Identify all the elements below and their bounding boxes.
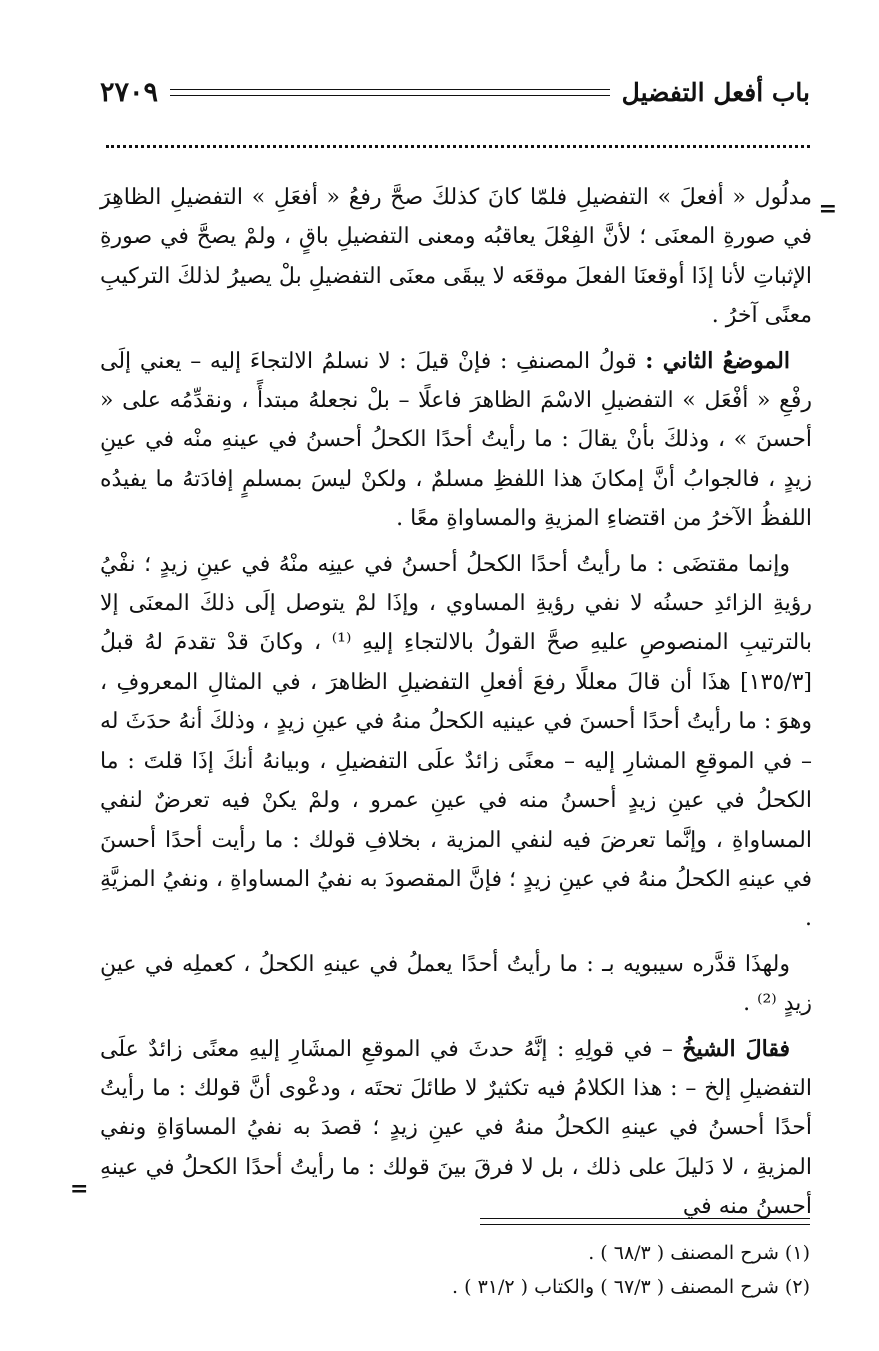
dotted-separator [106, 145, 810, 148]
paragraph-2-text: قولُ المصنفِ : فإنْ قيلَ : لا نسلمُ الالتجاءَ إليه – يعني إلَى رفْعِ « أفْعَل » التفضيلِ الاسْمَ الظاهرَ فاعلًا – بلْ نجعلهُ مبتدأً ، ونقدِّمُه على « أحسنَ » ، وذلكَ بأنْ يقالَ : ما رأيتُ أحدًا الكحلُ أحسنُ في عينهِ منْه في عينِ زيدٍ ، فالجوابُ أنَّ إمكانَ هذا اللفظِ مسلمٌ ، ولكنْ ليسَ بمسلمٍ إفادَتهُ ما يفيدُه اللفظُ الآخرُ من اقتضاءِ المزيةِ والمساواةِ معًا . [100, 348, 812, 532]
main-text [100, 178, 812, 1233]
footnote-1: (١) شرح المصنف ( ٦٨/٣ ) . [588, 1242, 810, 1264]
page-number: ٢٧٠٩ [100, 76, 159, 108]
paragraph-1: مدلُول « أفعلَ » التفضيلِ فلمّا كانَ كذلكَ صحَّ رفعُ « أفعَلِ » التفضيلِ الظاهِرَ في صورةِ المعنَى ؛ لأنَّ الفِعْلَ يعاقبُه ومعنى التفضيلِ باقٍ ، ولمْ يصحَّ في صورةِ الإثباتِ لأنا إذَا أوقعنَا الفعلَ موقعَه لا يبقَى معنَى التفضيلِ بلْ يصيرُ لذلكَ التركيبِ معنًى آخرُ . [100, 185, 812, 329]
chapter-title: باب أفعل التفضيل [621, 77, 810, 107]
paragraph-2 [100, 342, 812, 539]
footnote-2: (٢) شرح المصنف ( ٦٧/٣ ) والكتاب ( ٣١/٢ ) . [452, 1276, 810, 1298]
paragraph-4: ولهذَا قدَّره سيبويه بـ : ما رأيتُ أحدًا يعملُ في عينهِ الكحلُ ، كعملِه في عينِ زيدٍ ⁽²⁾ . [100, 951, 812, 1017]
paragraph-5-lead: فقالَ الشيخُ [682, 1035, 791, 1062]
continues-mark: = [70, 1176, 89, 1202]
footnotes [300, 1236, 810, 1304]
paragraph-2-lead: الموضعُ الثاني : [645, 347, 790, 374]
paragraph-5 [100, 1030, 812, 1227]
running-head [100, 70, 810, 114]
footnote-double-rule [480, 1218, 810, 1225]
continued-from-mark: = [818, 196, 837, 222]
paragraph-5-text: – في قولِهِ : إنَّهُ حدثَ في الموقعِ المشَارِ إليهِ معنًى زائدٌ علَى التفضيلِ إلخ – : هذا الكلامُ فيه تكثيرٌ لا طائلَ تحتَه ، ودعْوى أنَّ قولك : ما رأيتُ أحدًا أحسنُ في عينهِ الكحلُ منهُ في عينِ زيدٍ ؛ قصدَ به نفيُ المساوَاةِ ونفي المزيةِ ، لا دَليلَ على ذلك ، بل لا فرقَ بينَ قولك : ما رأيتُ أحدًا الكحلُ في عينهِ أحسنُ منه في [100, 1036, 812, 1220]
header-double-rule [170, 89, 610, 96]
paragraph-3: وإنما مقتضَى : ما رأيتُ أحدًا الكحلُ أحسنُ في عينِه منْهُ في عينِ زيدٍ ؛ نفْيُ رؤيةِ الزائدِ حسنُه لا نفي رؤيةِ المساوي ، وإذَا لمْ يتوصل إلَى ذلكَ المعنَى إلا بالترتيبِ المنصوصِ عليهِ صحَّ القولُ بالالتجاءِ إليهِ ⁽¹⁾ ، وكانَ قدْ تقدمَ لهُ قبلُ [١٣٥/٣] هذَا أن قالَ معللًا رفعَ أفعلِ التفضيلِ الظاهرَ ، في المثالِ المعروفِ ، وهوَ : ما رأيتُ أحدًا أحسنَ في عينيه الكحلُ منهُ في عينِ زيدٍ ، وذلكَ أنهُ حدَثَ له – في الموقعِ المشارِ إليه – معنًى زائدٌ علَى التفضيلِ ، وبيانهُ أنكَ إذَا قلتَ : ما الكحلُ في عينِ زيدٍ أحسنُ منه في عينِ عمرو ، ولمْ يكنْ فيه تعرضٌ لنفي المساواةِ ، وإنَّما تعرضَ فيه لنفي المزية ، بخلافِ قولك : ما رأيت أحدًا أحسنَ في عينهِ الكحلُ منهُ في عينِ زيدٍ ؛ فإنَّ المقصودَ به نفيُ المساواةِ ، ونفيُ المزيَّةِ . [100, 551, 812, 932]
